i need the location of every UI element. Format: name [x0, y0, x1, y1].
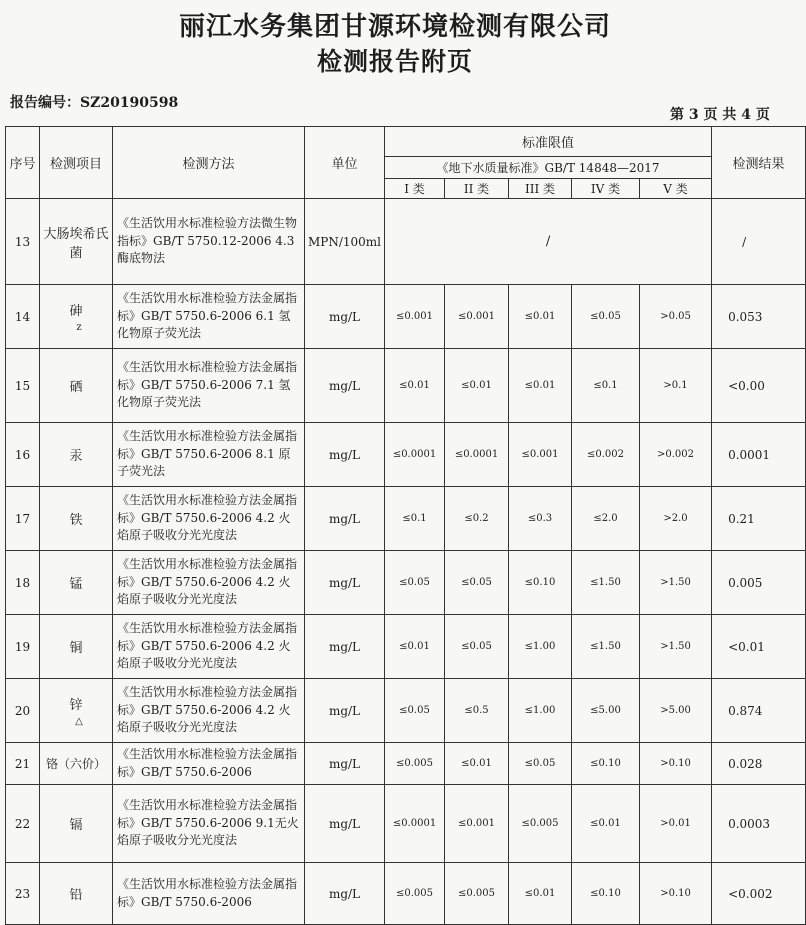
row-limit-class-3: ≤0.01: [509, 285, 572, 349]
row-limit-class-5: >5.00: [640, 679, 712, 743]
row-method: 《生活饮用水标准检验方法金属指标》GB/T 5750.6-2006 6.1 氢化物原子荧光法: [113, 285, 305, 349]
row-limit-class-1: ≤0.005: [385, 863, 445, 925]
std-limit-header: 标准限值: [385, 127, 712, 157]
row-limit-class-2: ≤0.05: [445, 551, 509, 615]
row-seq: 18: [6, 551, 40, 615]
row-limit-class-3: ≤0.001: [509, 423, 572, 487]
row-seq: 22: [6, 785, 40, 863]
row-limit-class-1: ≤0.1: [385, 487, 445, 551]
row-result: 0.0003: [712, 785, 806, 863]
row-limit-class-3: ≤0.05: [509, 743, 572, 785]
row-unit: mg/L: [305, 349, 385, 423]
row-unit: mg/L: [305, 551, 385, 615]
row-item: 锰: [40, 551, 113, 615]
row-result: 0.21: [712, 487, 806, 551]
col-method-header: 检测方法: [113, 127, 305, 199]
class-2-header: II 类: [445, 179, 509, 199]
row-method: 《生活饮用水标准检验方法金属指标》GB/T 5750.6-2006 9.1无火焰原子吸收分光光度法: [113, 785, 305, 863]
row-unit: mg/L: [305, 743, 385, 785]
row-seq: 14: [6, 285, 40, 349]
row-limit-class-4: ≤0.002: [572, 423, 640, 487]
row-limit-class-4: ≤1.50: [572, 551, 640, 615]
row-result: 0.874: [712, 679, 806, 743]
row-limit-class-3: ≤1.00: [509, 679, 572, 743]
row-unit: mg/L: [305, 423, 385, 487]
row-limit-class-5: >0.1: [640, 349, 712, 423]
row-item: 铜: [40, 615, 113, 679]
row-result: <0.002: [712, 863, 806, 925]
row-unit: mg/L: [305, 863, 385, 925]
row-limit-class-2: ≤0.5: [445, 679, 509, 743]
row-limit-class-3: ≤1.00: [509, 615, 572, 679]
row-limit-class-1: ≤0.0001: [385, 423, 445, 487]
row-limit-class-2: ≤0.0001: [445, 423, 509, 487]
row-limit-class-5: >1.50: [640, 615, 712, 679]
row-item: 镉: [40, 785, 113, 863]
row-limit-class-4: ≤0.10: [572, 863, 640, 925]
std-name-header: 《地下水质量标准》GB/T 14848—2017: [385, 157, 712, 179]
row-limit-class-5: >0.10: [640, 743, 712, 785]
row-unit: mg/L: [305, 785, 385, 863]
row-seq: 23: [6, 863, 40, 925]
row-limit-class-3: ≤0.005: [509, 785, 572, 863]
row-limit-class-5: >0.01: [640, 785, 712, 863]
table-row: [6, 615, 806, 679]
row-limit-merged: /: [385, 199, 712, 285]
table-row: [6, 487, 806, 551]
row-limit-class-1: ≤0.05: [385, 679, 445, 743]
row-limit-class-4: ≤0.01: [572, 785, 640, 863]
row-limit-class-5: >0.002: [640, 423, 712, 487]
row-seq: 19: [6, 615, 40, 679]
table-row: [6, 743, 806, 785]
row-result: 0.0001: [712, 423, 806, 487]
row-seq: 13: [6, 199, 40, 285]
handwritten-mark: △: [75, 715, 83, 727]
row-limit-class-2: ≤0.001: [445, 285, 509, 349]
row-unit: mg/L: [305, 679, 385, 743]
row-limit-class-5: >1.50: [640, 551, 712, 615]
class-4-header: IV 类: [572, 179, 640, 199]
row-item-cell: [40, 285, 113, 349]
col-unit-header: 单位: [305, 127, 385, 199]
table-row: [6, 349, 806, 423]
handwritten-mark: z: [76, 321, 82, 333]
row-result: <0.00: [712, 349, 806, 423]
row-seq: 15: [6, 349, 40, 423]
row-seq: 20: [6, 679, 40, 743]
row-limit-class-1: ≤0.005: [385, 743, 445, 785]
row-limit-class-4: ≤0.05: [572, 285, 640, 349]
row-item-cell: [40, 679, 113, 743]
row-result: 0.005: [712, 551, 806, 615]
row-item: 汞: [40, 423, 113, 487]
row-seq: 21: [6, 743, 40, 785]
row-limit-class-1: ≤0.001: [385, 285, 445, 349]
row-limit-class-5: >0.10: [640, 863, 712, 925]
row-item: 铁: [40, 487, 113, 551]
col-result-header: 检测结果: [712, 127, 806, 199]
row-result: /: [712, 199, 806, 285]
table-row: [6, 785, 806, 863]
row-limit-class-3: ≤0.01: [509, 863, 572, 925]
row-limit-class-2: ≤0.01: [445, 743, 509, 785]
row-limit-class-1: ≤0.01: [385, 349, 445, 423]
row-item: 大肠埃希氏菌: [40, 199, 113, 285]
row-limit-class-2: ≤0.05: [445, 615, 509, 679]
row-unit: mg/L: [305, 615, 385, 679]
class-5-header: V 类: [640, 179, 712, 199]
col-item-header: 检测项目: [40, 127, 113, 199]
row-result: <0.01: [712, 615, 806, 679]
company-name: 丽江水务集团甘源环境检测有限公司: [178, 12, 611, 42]
page-number: 第 3 页 共 4 页: [670, 107, 770, 123]
row-seq: 16: [6, 423, 40, 487]
table-row: [6, 679, 806, 743]
row-limit-class-2: ≤0.005: [445, 863, 509, 925]
row-limit-class-2: ≤0.01: [445, 349, 509, 423]
row-limit-class-4: ≤0.1: [572, 349, 640, 423]
row-item: 铬（六价）: [40, 743, 113, 785]
row-method: 《生活饮用水标准检验方法金属指标》GB/T 5750.6-2006 8.1 原子荧光法: [113, 423, 305, 487]
table-row: [6, 423, 806, 487]
row-unit: MPN/100ml: [305, 199, 385, 285]
page-title: 检测报告附页: [316, 47, 473, 76]
row-limit-class-3: ≤0.3: [509, 487, 572, 551]
row-limit-class-4: ≤1.50: [572, 615, 640, 679]
report-number: 报告编号：SZ20190598: [10, 95, 179, 111]
row-seq: 17: [6, 487, 40, 551]
row-limit-class-2: ≤0.2: [445, 487, 509, 551]
table-row: [6, 863, 806, 925]
row-limit-class-4: ≤0.10: [572, 743, 640, 785]
row-method: 《生活饮用水标准检验方法金属指标》GB/T 5750.6-2006 4.2 火焰原子吸收分光光度法: [113, 615, 305, 679]
row-method: 《生活饮用水标准检验方法金属指标》GB/T 5750.6-2006 4.2 火焰原子吸收分光光度法: [113, 679, 305, 743]
row-unit: mg/L: [305, 487, 385, 551]
results-table: [5, 126, 806, 925]
row-result: 0.028: [712, 743, 806, 785]
row-method: 《生活饮用水标准检验方法金属指标》GB/T 5750.6-2006: [113, 743, 305, 785]
row-limit-class-3: ≤0.10: [509, 551, 572, 615]
row-limit-class-5: >0.05: [640, 285, 712, 349]
class-3-header: III 类: [509, 179, 572, 199]
row-limit-class-5: >2.0: [640, 487, 712, 551]
row-item: 砷: [69, 303, 83, 319]
col-seq-header: 序号: [6, 127, 40, 199]
row-unit: mg/L: [305, 285, 385, 349]
row-limit-class-4: ≤5.00: [572, 679, 640, 743]
table-row: [6, 285, 806, 349]
row-limit-class-2: ≤0.001: [445, 785, 509, 863]
table-row: [6, 551, 806, 615]
row-method: 《生活饮用水标准检验方法金属指标》GB/T 5750.6-2006: [113, 863, 305, 925]
row-limit-class-1: ≤0.05: [385, 551, 445, 615]
row-limit-class-4: ≤2.0: [572, 487, 640, 551]
row-item: 硒: [40, 349, 113, 423]
row-method: 《生活饮用水标准检验方法微生物指标》GB/T 5750.12-2006 4.3 酶底物法: [113, 199, 305, 285]
row-method: 《生活饮用水标准检验方法金属指标》GB/T 5750.6-2006 4.2 火焰原子吸收分光光度法: [113, 551, 305, 615]
row-item: 铅: [40, 863, 113, 925]
row-result: 0.053: [712, 285, 806, 349]
row-limit-class-1: ≤0.01: [385, 615, 445, 679]
row-item: 锌: [69, 697, 83, 713]
row-limit-class-3: ≤0.01: [509, 349, 572, 423]
row-method: 《生活饮用水标准检验方法金属指标》GB/T 5750.6-2006 7.1 氢化物原子荧光法: [113, 349, 305, 423]
row-limit-class-1: ≤0.0001: [385, 785, 445, 863]
class-1-header: I 类: [385, 179, 445, 199]
table-row: [6, 199, 806, 285]
row-method: 《生活饮用水标准检验方法金属指标》GB/T 5750.6-2006 4.2 火焰原子吸收分光光度法: [113, 487, 305, 551]
